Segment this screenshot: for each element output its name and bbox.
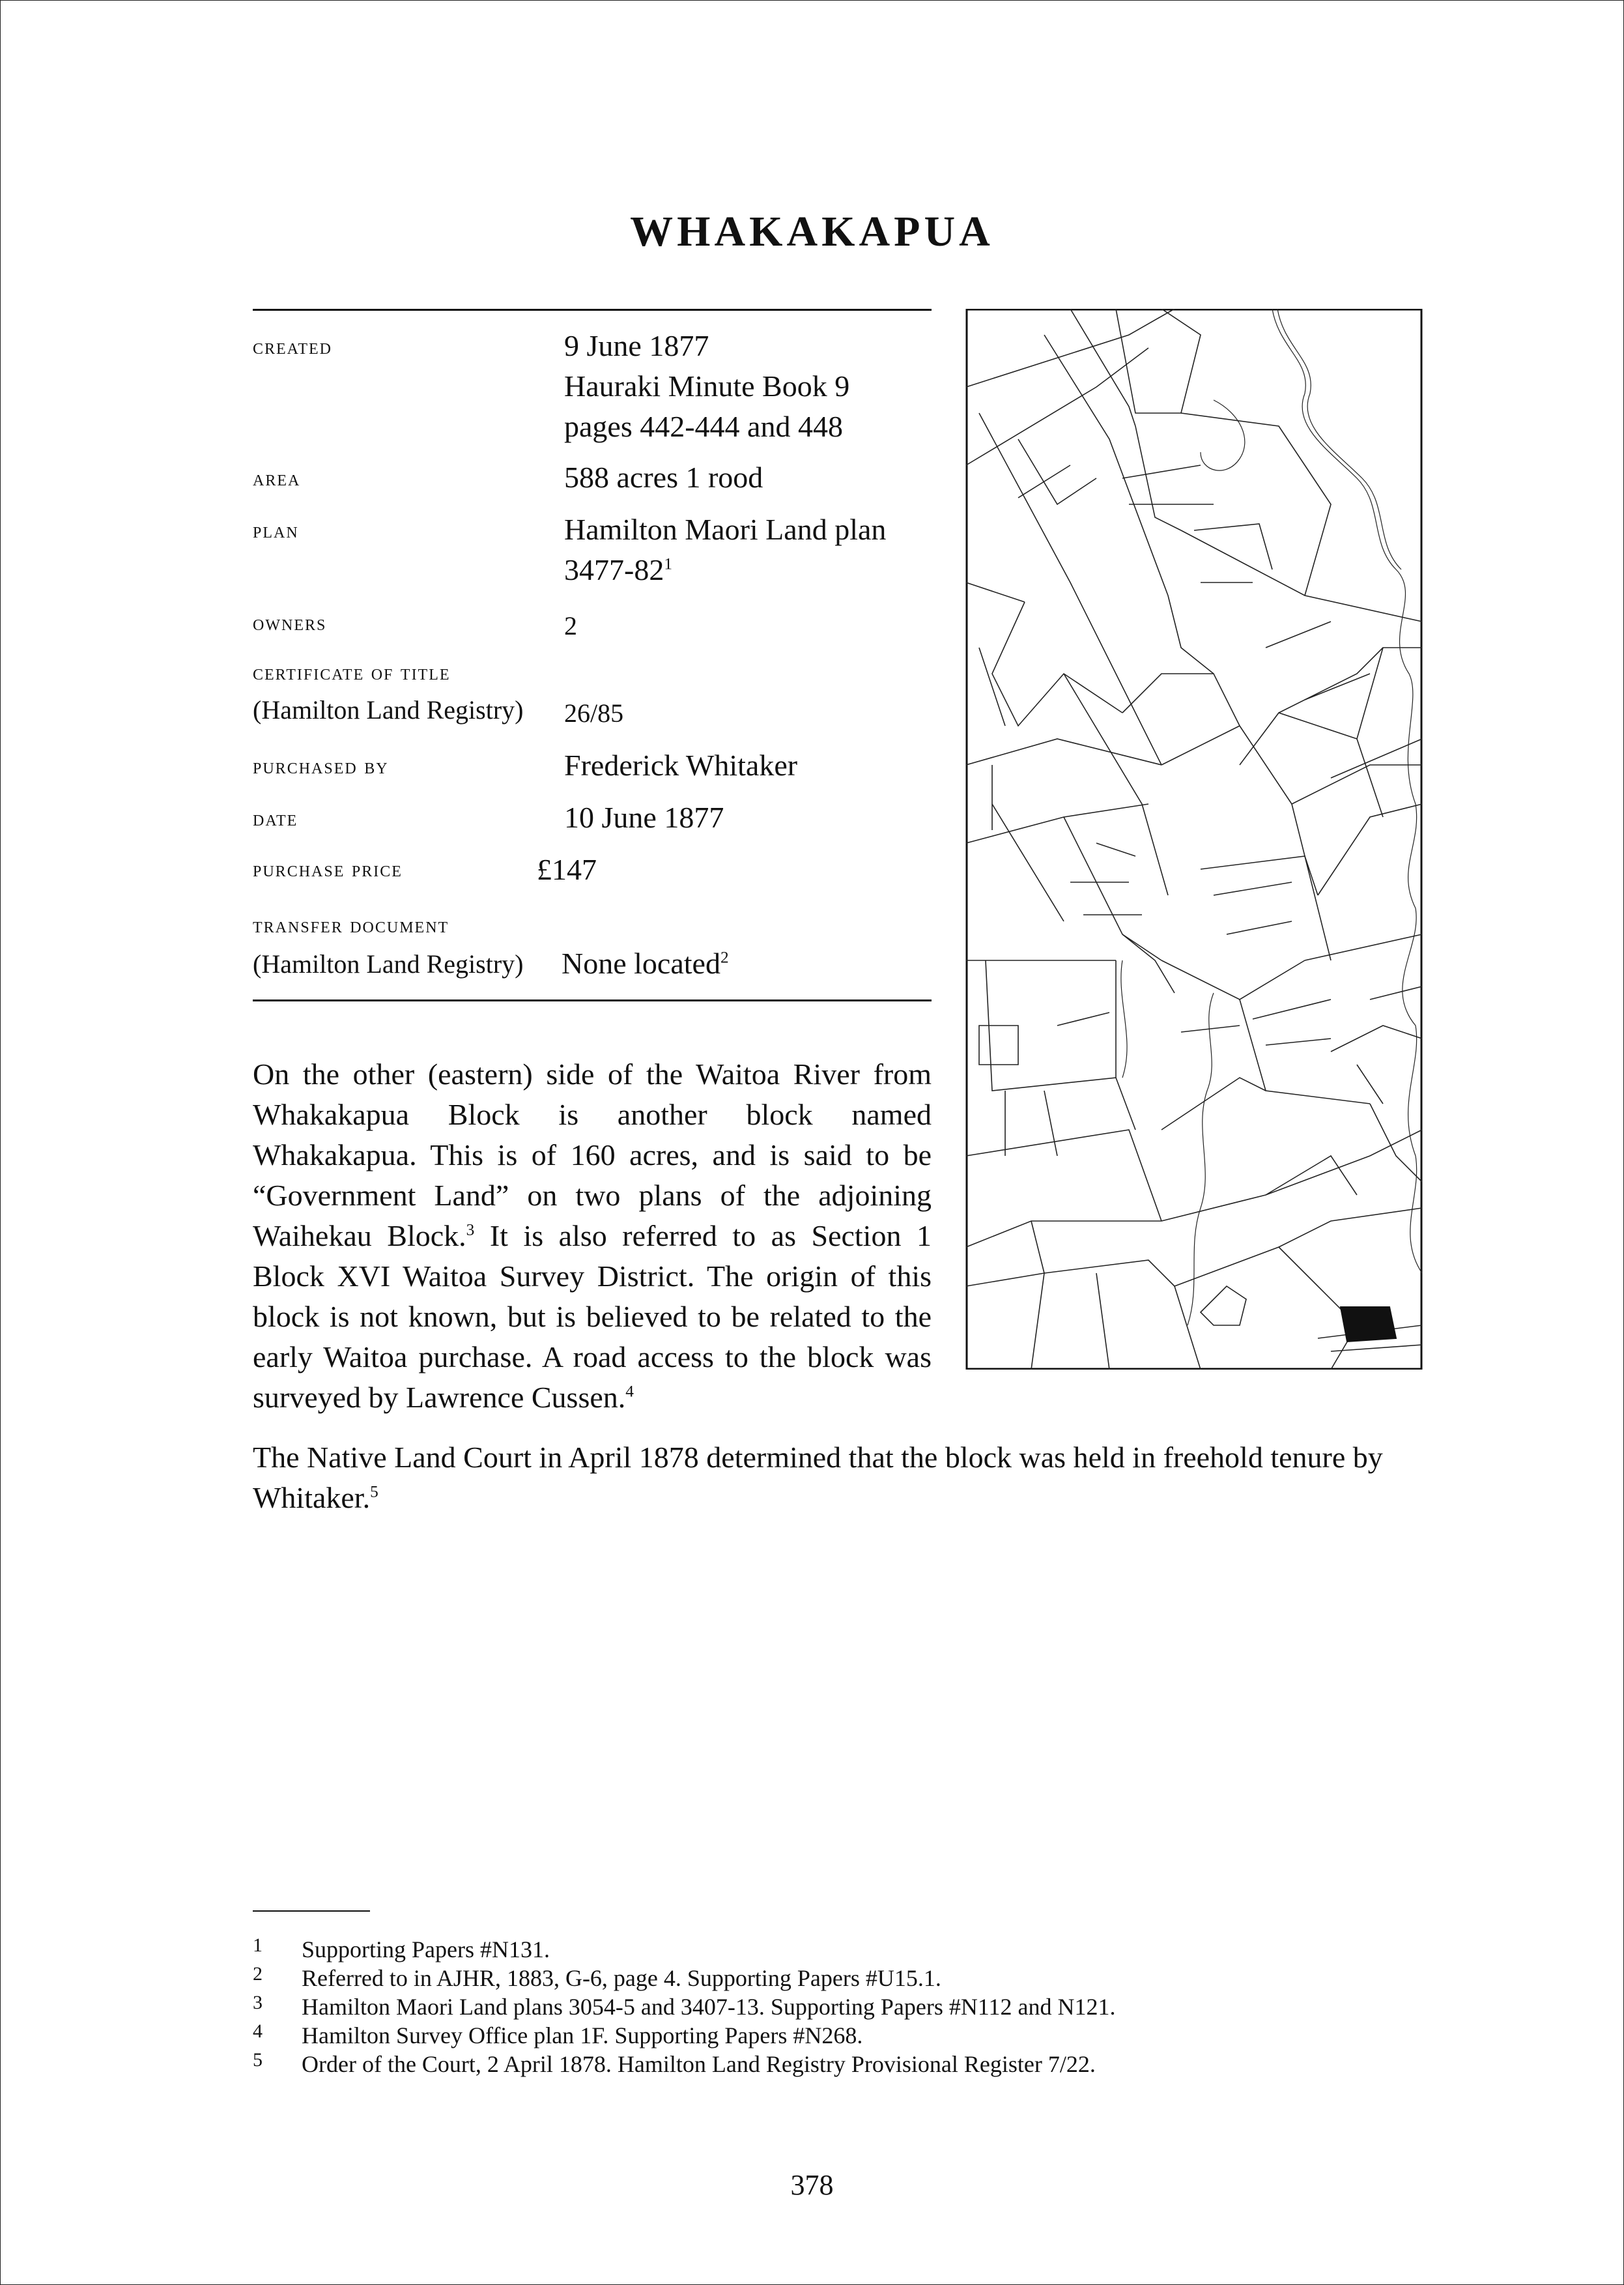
footnote-text: Referred to in AJHR, 1883, G-6, page 4. Supporting Papers #U15.1. [302, 1965, 941, 1991]
footnote-text: Hamilton Survey Office plan 1F. Supporting Papers #N268. [302, 2022, 863, 2048]
purchase-price-label: purchase price [253, 857, 403, 882]
footnote-ref-5: 5 [370, 1482, 378, 1501]
plan-line2 [564, 550, 672, 590]
footnote-number: 2 [253, 1963, 263, 1985]
transfer-registry: (Hamilton Land Registry) [253, 949, 524, 979]
area-value: 588 acres 1 rood [564, 461, 763, 494]
table-bottom-rule [253, 999, 932, 1001]
owners-label: owners [253, 611, 327, 635]
certificate-label: certificate of title [253, 661, 451, 685]
footnote-text: Hamilton Maori Land plans 3054-5 and 3407-13. Supporting Papers #N112 and N121. [302, 1994, 1116, 2020]
paragraph-2 [253, 1437, 1425, 1518]
date-value: 10 June 1877 [564, 801, 724, 834]
transfer-value: None located [562, 947, 720, 980]
plan-line1: Hamilton Maori Land plan [564, 513, 887, 546]
certificate-registry: (Hamilton Land Registry) [253, 695, 524, 725]
plan-label: plan [253, 519, 299, 543]
area-label: area [253, 467, 301, 491]
footnote-number: 1 [253, 1934, 263, 1956]
plan-number: 3477-82 [564, 553, 664, 586]
created-minute-book: Hauraki Minute Book 9 [564, 369, 850, 403]
highlighted-block [1341, 1307, 1396, 1342]
footnote-number: 5 [253, 2049, 263, 2071]
footnote-ref-4: 4 [625, 1382, 634, 1401]
footnote-number: 4 [253, 2020, 263, 2042]
paragraph-1-part-a: On the other (eastern) side of the Waitoa River from Whakakapua Block is another block named Whakakapua. This is of 160 acres, and is said to be “Government Land” on two plans of the adjoining Waihekau Block. [253, 1057, 932, 1252]
created-pages: pages 442-444 and 448 [564, 410, 843, 443]
paragraph-1 [253, 1054, 932, 1418]
purchase-price-value: £147 [537, 853, 597, 886]
owners-value: 2 [564, 611, 577, 640]
paragraph-2-text: The Native Land Court in April 1878 determined that the block was held in freehold tenure by Whitaker. [253, 1441, 1383, 1514]
footnote-text: Order of the Court, 2 April 1878. Hamilton Land Registry Provisional Register 7/22. [302, 2051, 1096, 2077]
survey-boundaries [966, 309, 1422, 1370]
footnote-ref-2: 2 [720, 948, 729, 967]
purchased-by-value: Frederick Whitaker [564, 749, 798, 782]
purchased-by-label: purchased by [253, 754, 389, 779]
footnote-ref-1: 1 [664, 554, 672, 573]
date-label: date [253, 807, 298, 831]
transfer-value-line [562, 943, 729, 984]
block-location-map [965, 309, 1423, 1370]
footnote-ref-3: 3 [466, 1220, 475, 1239]
map-frame [967, 309, 1421, 1369]
footnote-number: 3 [253, 1992, 263, 2013]
certificate-value: 26/85 [564, 698, 624, 728]
transfer-label: transfer document [253, 913, 449, 938]
footnote-rule [253, 1910, 370, 1912]
created-label: created [253, 335, 332, 359]
footnote-text: Supporting Papers #N131. [302, 1936, 550, 1962]
page-title: WHAKAKAPUA [630, 208, 994, 255]
page-number: 378 [790, 2169, 834, 2201]
paragraph-1-part-b: It is also referred to as Section 1 Block XVI Waitoa Survey District. The origin of this block is not known, but is believed to be related to the early Waitoa purchase. A road access to the block was surveyed by Lawrence Cussen. [253, 1219, 932, 1414]
created-date: 9 June 1877 [564, 329, 709, 362]
table-top-rule [253, 309, 932, 311]
waitoa-river [1121, 309, 1422, 1325]
